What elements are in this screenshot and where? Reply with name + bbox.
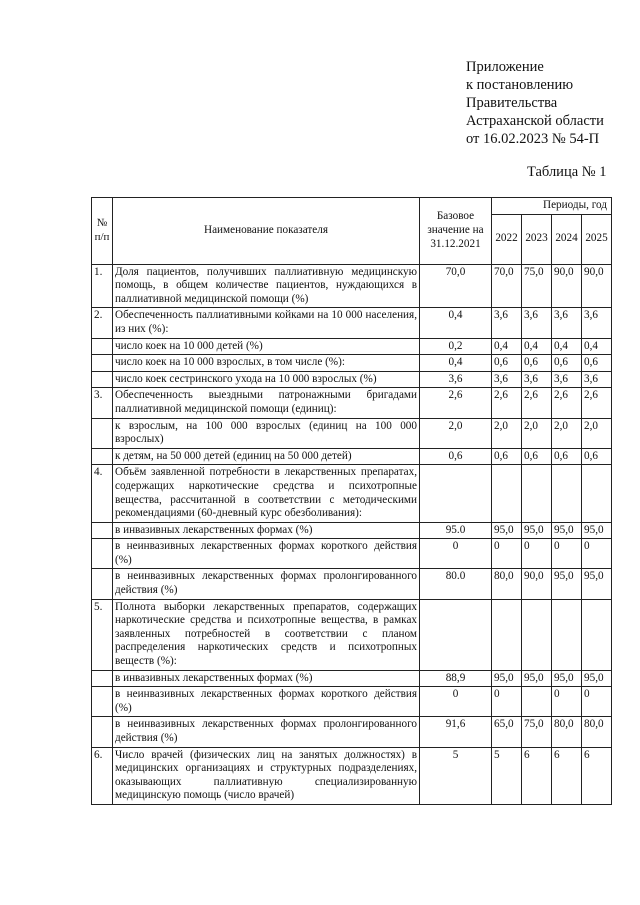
table-row (92, 717, 612, 747)
row-base-value: 0,2 (420, 338, 492, 355)
row-base-value: 0 (420, 539, 492, 569)
row-index (92, 355, 113, 372)
row-period-value: 3,6 (492, 371, 522, 388)
col-header-year: 2025 (582, 214, 612, 264)
row-period-value: 0,6 (492, 448, 522, 465)
row-period-value: 0 (582, 539, 612, 569)
row-indicator-name: в неинвазивных лекарственных формах пролонгированного действия (%) (113, 569, 420, 599)
row-base-value: 2,6 (420, 388, 492, 418)
row-period-value: 65,0 (492, 717, 522, 747)
row-period-value: 0 (582, 687, 612, 717)
col-header-name: Наименование показателя (113, 198, 420, 265)
row-period-value: 90,0 (552, 264, 582, 308)
row-period-value: 6 (582, 747, 612, 804)
row-period-value: 2,0 (552, 418, 582, 448)
row-base-value: 80.0 (420, 569, 492, 599)
row-period-value: 2,0 (522, 418, 552, 448)
row-period-value: 0 (492, 539, 522, 569)
col-header-base: Базовое значение на 31.12.2021 (420, 198, 492, 265)
row-period-value: 0,6 (522, 448, 552, 465)
row-period-value: 0 (522, 539, 552, 569)
row-period-value: 0,4 (522, 338, 552, 355)
row-period-value: 0,6 (552, 355, 582, 372)
table-row (92, 418, 612, 448)
row-indicator-name: к детям, на 50 000 детей (единиц на 50 000 детей) (113, 448, 420, 465)
row-indicator-name: Полнота выборки лекарственных препаратов, содержащих наркотические средства и психотропные вещества, в рамках заявленных потребностей в соответствии с планом распределения наркотических средств и психотропных веществ (%): (113, 599, 420, 670)
row-period-value (522, 465, 552, 522)
row-period-value: 6 (552, 747, 582, 804)
row-period-value: 95,0 (582, 670, 612, 687)
row-period-value: 75,0 (522, 717, 552, 747)
row-period-value (582, 465, 612, 522)
header-line: от 16.02.2023 № 54-П (466, 131, 600, 147)
table-row (92, 747, 612, 804)
row-base-value: 91,6 (420, 717, 492, 747)
table-row (92, 687, 612, 717)
table-title: Таблица № 1 (527, 164, 607, 180)
row-indicator-name: в инвазивных лекарственных формах (%) (113, 522, 420, 539)
row-period-value: 95,0 (582, 569, 612, 599)
row-period-value (522, 687, 552, 717)
row-period-value: 95,0 (552, 670, 582, 687)
header-line: Правительства (466, 95, 558, 111)
row-indicator-name: число коек сестринского ухода на 10 000 взрослых (%) (113, 371, 420, 388)
row-period-value (492, 465, 522, 522)
table-row (92, 599, 612, 670)
col-header-year: 2022 (492, 214, 522, 264)
row-index (92, 522, 113, 539)
row-period-value: 3,6 (552, 308, 582, 338)
table-row (92, 569, 612, 599)
row-period-value: 95,0 (552, 522, 582, 539)
row-period-value: 0,6 (582, 448, 612, 465)
table-row (92, 264, 612, 308)
row-period-value: 2,6 (552, 388, 582, 418)
row-period-value: 95,0 (492, 522, 522, 539)
row-index (92, 717, 113, 747)
row-period-value: 80,0 (552, 717, 582, 747)
row-index: 5. (92, 599, 113, 670)
row-indicator-name: число коек на 10 000 взрослых, в том числе (%): (113, 355, 420, 372)
row-base-value: 2,0 (420, 418, 492, 448)
row-period-value: 2,6 (522, 388, 552, 418)
row-base-value: 0,4 (420, 355, 492, 372)
row-index: 4. (92, 465, 113, 522)
row-period-value: 2,0 (492, 418, 522, 448)
row-period-value: 0,4 (582, 338, 612, 355)
table-row (92, 448, 612, 465)
row-period-value: 3,6 (582, 371, 612, 388)
row-indicator-name: в неинвазивных лекарственных формах короткого действия (%) (113, 687, 420, 717)
row-period-value: 0,4 (492, 338, 522, 355)
row-period-value: 3,6 (582, 308, 612, 338)
row-indicator-name: к взрослым, на 100 000 взрослых (единиц на 100 000 взрослых) (113, 418, 420, 448)
row-base-value: 95.0 (420, 522, 492, 539)
header-line: к постановлению (466, 77, 574, 93)
row-period-value: 5 (492, 747, 522, 804)
table-body (92, 264, 612, 804)
table-row (92, 371, 612, 388)
row-indicator-name: Объём заявленной потребности в лекарственных препаратах, содержащих наркотические средства и психотропные вещества, рассчитанной в соответствии с методическими рекомендациями (60-дневный курс обезболивания): (113, 465, 420, 522)
row-indicator-name: Доля пациентов, получивших паллиативную медицинскую помощь, в общем количестве пациентов, нуждающихся в паллиативной медицинской помощи (%) (113, 264, 420, 308)
row-indicator-name: в неинвазивных лекарственных формах короткого действия (%) (113, 539, 420, 569)
table-row (92, 388, 612, 418)
row-period-value: 6 (522, 747, 552, 804)
row-period-value (552, 465, 582, 522)
row-period-value: 90,0 (522, 569, 552, 599)
row-period-value: 3,6 (522, 308, 552, 338)
row-base-value: 70,0 (420, 264, 492, 308)
row-period-value: 2,0 (582, 418, 612, 448)
row-period-value: 0,6 (492, 355, 522, 372)
row-index (92, 448, 113, 465)
row-index: 6. (92, 747, 113, 804)
row-index (92, 539, 113, 569)
row-period-value: 95,0 (522, 670, 552, 687)
table-row (92, 465, 612, 522)
row-period-value (522, 599, 552, 670)
indicators-table (91, 197, 612, 805)
row-index: 2. (92, 308, 113, 338)
table-row (92, 308, 612, 338)
table-row (92, 355, 612, 372)
row-index (92, 687, 113, 717)
row-period-value (492, 599, 522, 670)
row-indicator-name: в неинвазивных лекарственных формах пролонгированного действия (%) (113, 717, 420, 747)
row-period-value: 80,0 (492, 569, 522, 599)
header-line: Приложение (466, 59, 544, 75)
header-line: Астраханской области (466, 113, 604, 129)
row-period-value: 0,6 (522, 355, 552, 372)
row-index (92, 670, 113, 687)
row-period-value: 75,0 (522, 264, 552, 308)
row-index: 1. (92, 264, 113, 308)
row-base-value: 0 (420, 687, 492, 717)
row-indicator-name: Обеспеченность выездными патронажными бригадами паллиативной медицинской помощи (единиц): (113, 388, 420, 418)
col-header-year: 2024 (552, 214, 582, 264)
row-period-value: 3,6 (492, 308, 522, 338)
row-period-value: 2,6 (582, 388, 612, 418)
table-row (92, 670, 612, 687)
row-base-value: 3,6 (420, 371, 492, 388)
table-row (92, 522, 612, 539)
row-index (92, 569, 113, 599)
document-header (466, 58, 604, 148)
row-index (92, 418, 113, 448)
row-period-value: 80,0 (582, 717, 612, 747)
row-index (92, 371, 113, 388)
row-indicator-name: Обеспеченность паллиативными койками на 10 000 населения, из них (%): (113, 308, 420, 338)
col-header-periods: Периоды, год (492, 198, 612, 215)
row-period-value: 0,6 (582, 355, 612, 372)
row-period-value: 95,0 (492, 670, 522, 687)
row-period-value: 0,6 (552, 448, 582, 465)
table-row (92, 338, 612, 355)
row-indicator-name: число коек на 10 000 детей (%) (113, 338, 420, 355)
row-period-value (552, 599, 582, 670)
row-period-value: 2,6 (492, 388, 522, 418)
row-indicator-name: в инвазивных лекарственных формах (%) (113, 670, 420, 687)
row-base-value: 0,6 (420, 448, 492, 465)
row-period-value: 0 (492, 687, 522, 717)
row-index (92, 338, 113, 355)
row-base-value (420, 465, 492, 522)
row-base-value (420, 599, 492, 670)
col-header-index: № п/п (92, 198, 113, 265)
row-period-value: 95,0 (582, 522, 612, 539)
table-row (92, 539, 612, 569)
row-index: 3. (92, 388, 113, 418)
col-header-year: 2023 (522, 214, 552, 264)
row-period-value: 0,4 (552, 338, 582, 355)
row-period-value: 3,6 (552, 371, 582, 388)
row-period-value: 3,6 (522, 371, 552, 388)
row-base-value: 0,4 (420, 308, 492, 338)
row-period-value: 95,0 (522, 522, 552, 539)
row-indicator-name: Число врачей (физических лиц на занятых должностях) в медицинских организациях и структурных подразделениях, оказывающих паллиативную специализированную медицинскую помощь (число врачей) (113, 747, 420, 804)
row-period-value: 0 (552, 687, 582, 717)
row-period-value: 70,0 (492, 264, 522, 308)
row-base-value: 88,9 (420, 670, 492, 687)
row-period-value: 90,0 (582, 264, 612, 308)
row-period-value: 95,0 (552, 569, 582, 599)
row-period-value: 0 (552, 539, 582, 569)
row-period-value (582, 599, 612, 670)
row-base-value: 5 (420, 747, 492, 804)
